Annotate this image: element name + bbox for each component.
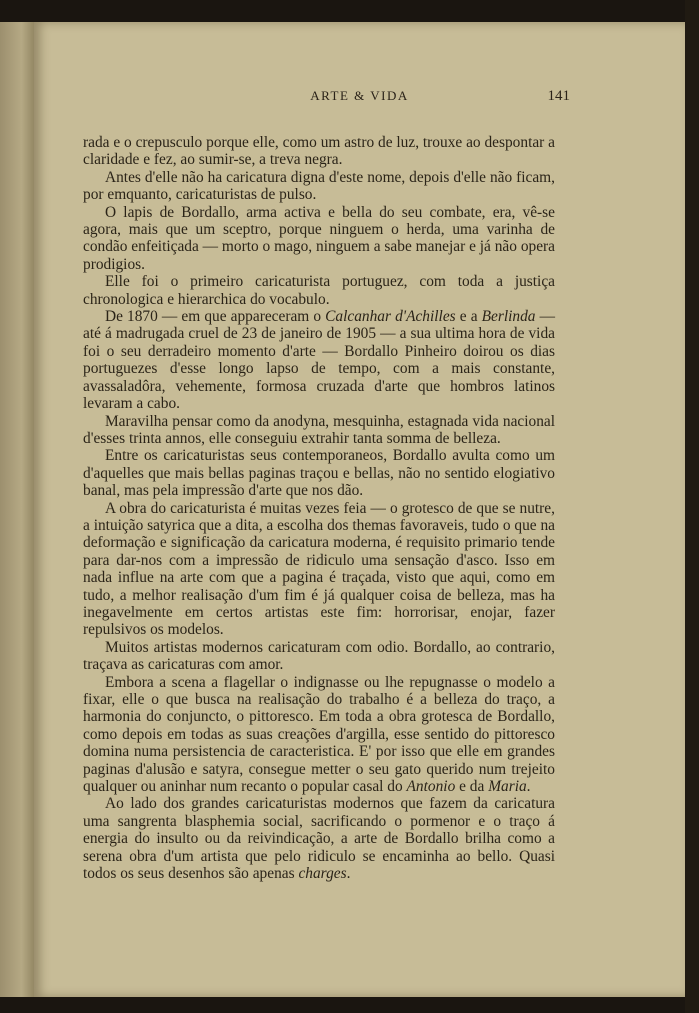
paragraph bbox=[83, 639, 555, 674]
text-run: — até á madrugada cruel de 23 de janeiro de 1905 — a sua ultima hora de vida foi o seu derradeiro momento d'arte — Bordallo Pinheiro doirou os dias portuguezes d'esse longo lapso de tempo, com a mais constante, avassaladôra, vehemente, formosa cruzada d'arte que hombros latinos levaram a cabo. bbox=[83, 308, 555, 413]
paragraph bbox=[83, 308, 555, 412]
italic-text: Berlinda bbox=[481, 308, 536, 326]
paragraph bbox=[83, 674, 555, 796]
paragraph bbox=[83, 413, 555, 448]
text-run: e da bbox=[455, 778, 489, 796]
paragraph bbox=[83, 134, 555, 169]
italic-text: Maria bbox=[488, 778, 527, 796]
paragraph bbox=[83, 447, 555, 499]
italic-text: Antonio bbox=[406, 778, 456, 796]
paragraph bbox=[83, 169, 555, 204]
italic-text: charges bbox=[298, 865, 347, 883]
text-run: Antes d'elle não ha caricatura digna d'este nome, depois d'elle não ficam, por emquanto, caricaturistas de pulso. bbox=[83, 168, 555, 204]
page-number: 141 bbox=[547, 88, 570, 104]
text-run: Ao lado dos grandes caricaturistas modernos que fazem da caricatura uma sangrenta blasphemia social, sacrificando o pormenor e o traço á energia do insulto ou da reivindicação, a arte de Bordallo brilha como a serena obra d'um artista que pelo ridiculo se encaminha ao bello. Quasi todos os seus desenhos são apenas bbox=[83, 795, 555, 883]
text-run: . bbox=[526, 778, 531, 796]
running-head bbox=[34, 88, 685, 110]
text-run: e a bbox=[455, 308, 482, 326]
body-text bbox=[83, 134, 555, 882]
text-run: O lapis de Bordallo, arma activa e bella do seu combate, era, vê-se agora, mais que um sceptro, porque ninguem o herda, uma varinha de condão enfeitiçada — morto o mago, ninguem a sabe manejar e já não opera prodigios. bbox=[83, 203, 555, 273]
text-run: Muitos artistas modernos caricaturam com odio. Bordallo, ao contrario, traçava as caricaturas com amor. bbox=[83, 638, 555, 674]
paragraph bbox=[83, 500, 555, 639]
text-run: Maravilha pensar como da anodyna, mesquinha, estagnada vida nacional d'esses trinta annos, elle conseguiu extrahir tanta somma de belleza. bbox=[83, 412, 555, 447]
running-head-title: ARTE & VIDA bbox=[310, 88, 409, 103]
text-run: A obra do caricaturista é muitas vezes feia — o grotesco de que se nutre, a intuição satyrica que a dita, a escolha dos themas favoraveis, tudo o que na deformação e significação da caricatura moderna, é requisito primario tende para dar-nos com a impressão de ridiculo uma sensação d'asco. Isso em nada influe na arte com que a pagina é traçada, visto que aqui, como em tudo, a melhor realisação d'um fim é já qualquer coisa de belleza, mas ha inegavelmente em certos artistas este fim: horrorisar, enojar, fazer repulsivos os modelos. bbox=[83, 499, 555, 639]
text-run: Embora a scena a flagellar o indignasse ou lhe repugnasse o modelo a fixar, elle o que busca na realisação do trabalho é a belleza do traço, a harmonia do conjuncto, o pittoresco. Em toda a obra grotesca de Bordallo, como depois em todas as suas creações d'argilla, esse sentido do pittoresco domina numa persistencia de caracteristica. E' por isso que elle em grandes paginas d'alusão e satyra, consegue metter o seu gato querido num trejeito qualquer ou aninhar num recanto o popular casal do bbox=[83, 673, 555, 796]
text-run: rada e o crepusculo porque elle, como um astro de luz, trouxe ao despontar a claridade e fez, ao sumir-se, a treva negra. bbox=[83, 134, 555, 169]
text-run: . bbox=[346, 865, 351, 883]
left-page-edge bbox=[0, 22, 36, 997]
text-run: Entre os caricaturistas seus contemporaneos, Bordallo avulta como um d'aquelles que mais bellas paginas traçou e bellas, não no sentido elogiativo banal, mas pela impressão d'arte que nos dão. bbox=[83, 447, 555, 500]
text-run: Elle foi o primeiro caricaturista portuguez, com toda a justiça chronologica e hierarchica do vocabulo. bbox=[83, 273, 555, 308]
paragraph bbox=[83, 795, 555, 882]
italic-text: Calcanhar d'Achilles bbox=[325, 308, 456, 326]
paragraph bbox=[83, 273, 555, 308]
right-scan-edge bbox=[685, 0, 699, 1013]
paragraph bbox=[83, 204, 555, 274]
text-run: De 1870 — em que appareceram o bbox=[105, 308, 326, 326]
book-page bbox=[34, 22, 685, 997]
